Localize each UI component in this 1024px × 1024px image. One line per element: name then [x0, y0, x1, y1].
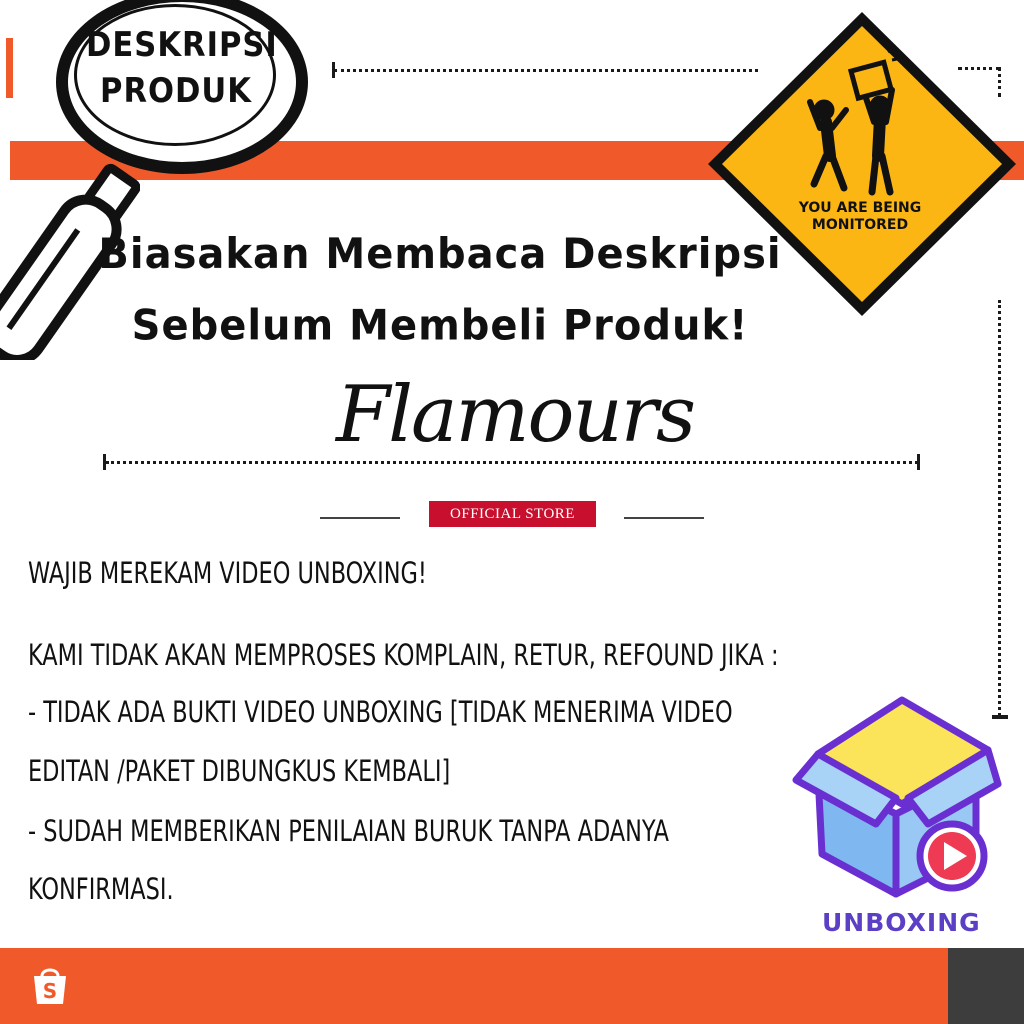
magnifier-label	[86, 22, 278, 114]
left-accent-bar	[6, 38, 13, 98]
brand-logo: Flamours	[335, 370, 695, 460]
dotted-guide-top	[334, 69, 758, 72]
magnifier-label-line2: PRODUK	[100, 71, 252, 111]
notice-line6: KONFIRMASI.	[28, 872, 174, 906]
dotted-guide-middle	[106, 461, 918, 464]
warning-sign-line1: YOU ARE BEING	[798, 200, 922, 216]
badge-rule-left	[320, 517, 400, 519]
footer-orange-bar	[0, 948, 948, 1024]
dotted-guide-right	[998, 300, 1001, 716]
guide-tick	[103, 454, 106, 470]
headline-line2: Sebelum Membeli Produk!	[131, 301, 749, 350]
official-store-badge: OFFICIAL STORE	[429, 501, 596, 527]
headline	[60, 219, 820, 362]
guide-tick	[332, 62, 335, 78]
footer-gray-block	[948, 948, 1024, 1024]
warning-sign-line2: MONITORED	[811, 217, 909, 233]
magnifier-label-line1: DESKRIPSI	[86, 25, 278, 65]
notice-line4: EDITAN /PAKET DIBUNGKUS KEMBALI]	[28, 754, 451, 788]
badge-rule-right	[624, 517, 704, 519]
unboxing-label: UNBOXING	[822, 908, 981, 937]
svg-text:S: S	[42, 979, 58, 1003]
notice-line1: WAJIB MEREKAM VIDEO UNBOXING!	[28, 556, 427, 590]
guide-tick	[917, 454, 920, 470]
notice-line2: KAMI TIDAK AKAN MEMPROSES KOMPLAIN, RETUR, REFOUND JIKA :	[28, 638, 779, 672]
notice-line5: - SUDAH MEMBERIKAN PENILAIAN BURUK TANPA ADANYA	[28, 814, 670, 848]
headline-line1: Biasakan Membaca Deskripsi	[98, 230, 782, 279]
notice-line3: - TIDAK ADA BUKTI VIDEO UNBOXING [TIDAK MENERIMA VIDEO	[28, 695, 733, 729]
